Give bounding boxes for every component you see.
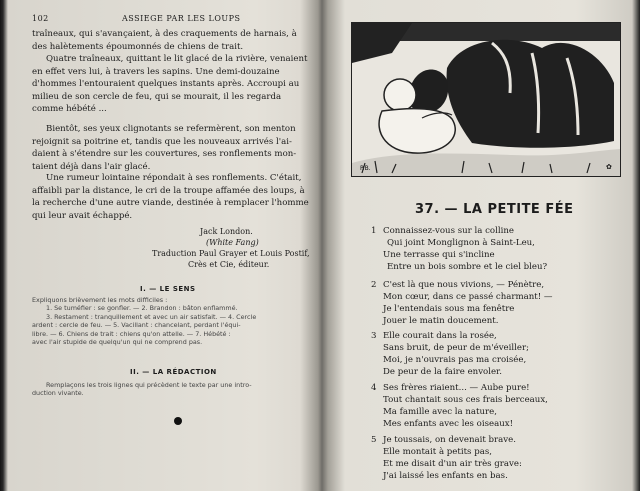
translation-credit: Traduction Paul Grayer et Louis Postif,: [152, 249, 310, 258]
section-sens-body: Expliquons brièvement les mots difficiles : 1. Se tuméfier : se gonfler. — 2. Brandon : bâton enflammé. 3. Restament : tranquillement et avec un air satisfait. — 4. Cercle ardent : cercle de feu. — 5. Vacillant : chancelant, perdant l'équi- libre. — 6. Chiens de trait : chiens qu'on attelle. — 7. Hébété : avec l'air stupide de quelqu'un qui ne comprend pas.: [32, 296, 257, 347]
stanza-1: 1 Connaissez-vous sur la colline Qui joint Monglignon à Saint-Leu, Une terrasse qui s'incline Entre un bois sombre et le ciel bleu?: [371, 226, 548, 272]
flower-icon: ✿: [606, 163, 612, 171]
ink-dot: [174, 417, 182, 425]
stanza-4: 4 Ses frères riaient... — Aube pure! Tout chantait sous ces frais berceaux, Ma famille avec la nature, Mes enfants avec les oiseaux!: [371, 383, 548, 429]
stanza-number: 2: [371, 280, 377, 290]
left-page: [18, 0, 318, 491]
stanza-2: 2 C'est là que nous vivions, — Pénètre, Mon cœur, dans ce passé charmant! — Je l'entendais sous ma fenêtre Jouer le matin doucement.: [371, 280, 553, 326]
story-paragraph-1: traîneaux, qui s'avançaient, à des craquements de harnais, à des halètements époumonnés de chiens de trait. Quatre traîneaux, quittant le lit glacé de la rivière, venaient en effet vers lui, à travers les sapins. Une demi-douzaine d'hommes l'entouraient quelques instants après. Accroupi au milieu de son cercle de feu, qui se mourait, il les regarda comme hébété ...: [32, 29, 308, 114]
story-paragraph-3: Une rumeur lointaine répondait à ses ronflements. C'était, affaibli par la distance, le cri de la troupe affamée des loups, à la recherche d'une autre viande, destinée à remplacer l'homme qui leur avait échappé.: [32, 173, 309, 221]
woodcut-illustration: [351, 22, 621, 177]
work-title: (White Fang): [206, 238, 259, 247]
poem-title: 37. — LA PETITE FÉE: [415, 202, 574, 217]
stanza-5: 5 Je toussais, on devenait brave. Elle montait à petits pas, Et me disait d'un air très grave: J'ai laissé les enfants en bas.: [371, 435, 522, 481]
publisher-credit: Crès et Cie, éditeur.: [188, 260, 270, 269]
stanza-3: 3 Elle courait dans la rosée, Sans bruit, de peur de m'éveiller; Moi, je n'ouvrais pas ma croisée, De peur de la faire envoler.: [371, 331, 529, 377]
section-redaction-body: Remplaçons les trois lignes qui précèdent le texte par une intro- duction vivante.: [32, 381, 252, 398]
stanza-number: 4: [371, 383, 377, 393]
stanza-number: 5: [371, 435, 377, 445]
section-redaction-title: II. — LA RÉDACTION: [130, 368, 217, 376]
story-paragraph-2: Bientôt, ses yeux clignotants se refermèrent, son menton rejoignit sa poitrine et, tandis que les nouveaux arrivés l'ai- daient à s'étendre sur les couvertures, ses ronflements mon- taient déjà dans l'air glacé.: [32, 124, 297, 172]
stanza-number: 3: [371, 331, 377, 341]
illustration-initials: P.B.: [360, 165, 371, 172]
right-page: [335, 0, 630, 491]
page-number: 102: [32, 14, 49, 23]
running-head: ASSIEGE PAR LES LOUPS: [122, 14, 241, 23]
section-sens-title: I. — LE SENS: [140, 285, 196, 293]
author-name: Jack London.: [200, 227, 253, 236]
stanza-number: 1: [371, 226, 377, 236]
